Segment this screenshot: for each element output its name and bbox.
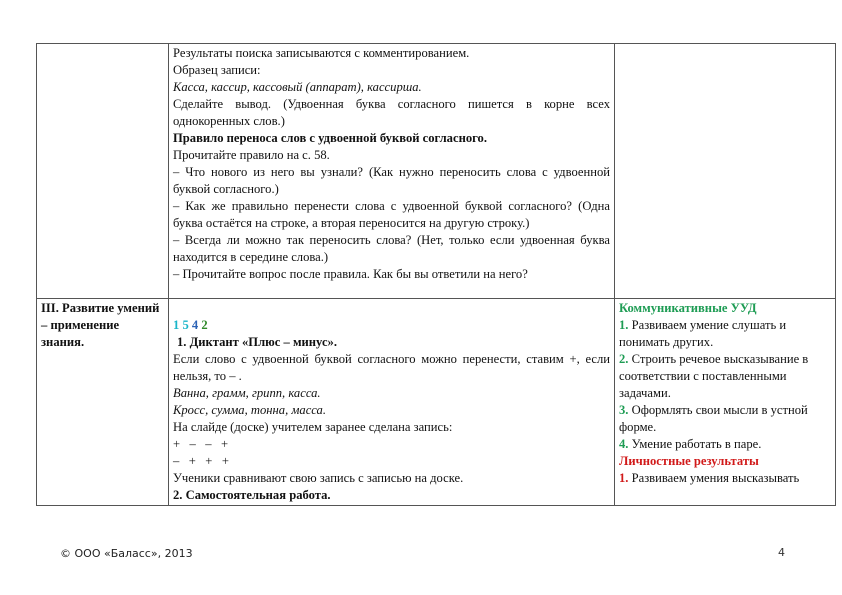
question-line: – Всегда ли можно так переносить слова? (Нет, только если удвоенная буква находится в середине слова.)	[173, 233, 610, 264]
word-list: Ванна, грамм, грипп, касса.	[173, 386, 321, 400]
text-line: Результаты поиска записываются с комментированием.	[173, 46, 470, 60]
code-4: 4	[191, 318, 199, 332]
uud-cell	[615, 299, 836, 506]
code-2: 2	[201, 318, 208, 332]
text-line: Если слово с удвоенной буквой согласного можно перенести, ставим +, если нельзя, то – .	[173, 352, 610, 383]
item-text: Строить речевое высказывание в соответствии с поставленными задачами.	[619, 352, 809, 400]
task-heading: 1. Диктант «Плюс – минус».	[177, 335, 337, 349]
table-row	[37, 44, 836, 299]
task-heading: 2. Самостоятельная работа.	[173, 488, 331, 502]
uud-item	[619, 470, 831, 487]
question-line: – Что нового из него вы узнали? (Как нужно переносить слова с удвоенной буквой согласного.)	[173, 165, 610, 196]
text-line: Образец записи:	[173, 63, 261, 77]
sign-row: – + + +	[173, 454, 229, 468]
code-5: 5	[182, 318, 189, 332]
content-cell	[169, 44, 615, 299]
uud-item	[619, 317, 831, 351]
uud-item	[619, 436, 831, 453]
page-number: 4	[778, 546, 785, 559]
personal-results-heading: Личностные результаты	[619, 454, 759, 468]
footer-copyright: © ООО «Баласс», 2013	[60, 547, 193, 560]
stage-cell	[37, 299, 169, 506]
stage-cell-empty	[37, 44, 169, 299]
uud-item	[619, 351, 831, 402]
item-text: Развиваем умение слушать и понимать других.	[619, 318, 787, 349]
word-list: Кросс, сумма, тонна, масса.	[173, 403, 326, 417]
code-1: 1	[173, 318, 180, 332]
item-number: 3.	[619, 403, 629, 417]
item-text: Умение работать в паре.	[628, 437, 762, 451]
item-text: Развиваем умения высказывать	[628, 471, 800, 485]
activity-codes	[173, 317, 610, 334]
content-cell	[169, 299, 615, 506]
table-row	[37, 299, 836, 506]
item-text: Оформлять свои мысли в устной форме.	[619, 403, 808, 434]
item-number: 4.	[619, 437, 629, 451]
item-number: 2.	[619, 352, 629, 366]
text-line: На слайде (доске) учителем заранее сделана запись:	[173, 420, 453, 434]
question-line: – Как же правильно перенести слова с удвоенной буквой согласного? (Одна буква остаётся на строке, а вторая переносится на другую строку.)	[173, 199, 610, 230]
stage-title: III. Развитие умений – применение знания.	[41, 301, 160, 349]
example-line: Касса, кассир, кассовый (аппарат), кассирша.	[173, 80, 422, 94]
question-line: – Прочитайте вопрос после правила. Как бы вы ответили на него?	[173, 267, 528, 281]
rule-heading: Правило переноса слов с удвоенной буквой согласного.	[173, 131, 487, 145]
item-number: 1.	[619, 471, 629, 485]
uud-item	[619, 402, 831, 436]
sign-row: + – – +	[173, 437, 229, 451]
text-line: Ученики сравнивают свою запись с записью на доске.	[173, 471, 464, 485]
text-line: Прочитайте правило на с. 58.	[173, 148, 330, 162]
uud-cell-empty	[615, 44, 836, 299]
lesson-table	[36, 43, 836, 506]
uud-heading: Коммуникативные УУД	[619, 301, 757, 315]
spacer	[173, 300, 610, 317]
text-line: Сделайте вывод. (Удвоенная буква согласного пишется в корне всех однокоренных слов.)	[173, 97, 610, 128]
item-number: 1.	[619, 318, 629, 332]
